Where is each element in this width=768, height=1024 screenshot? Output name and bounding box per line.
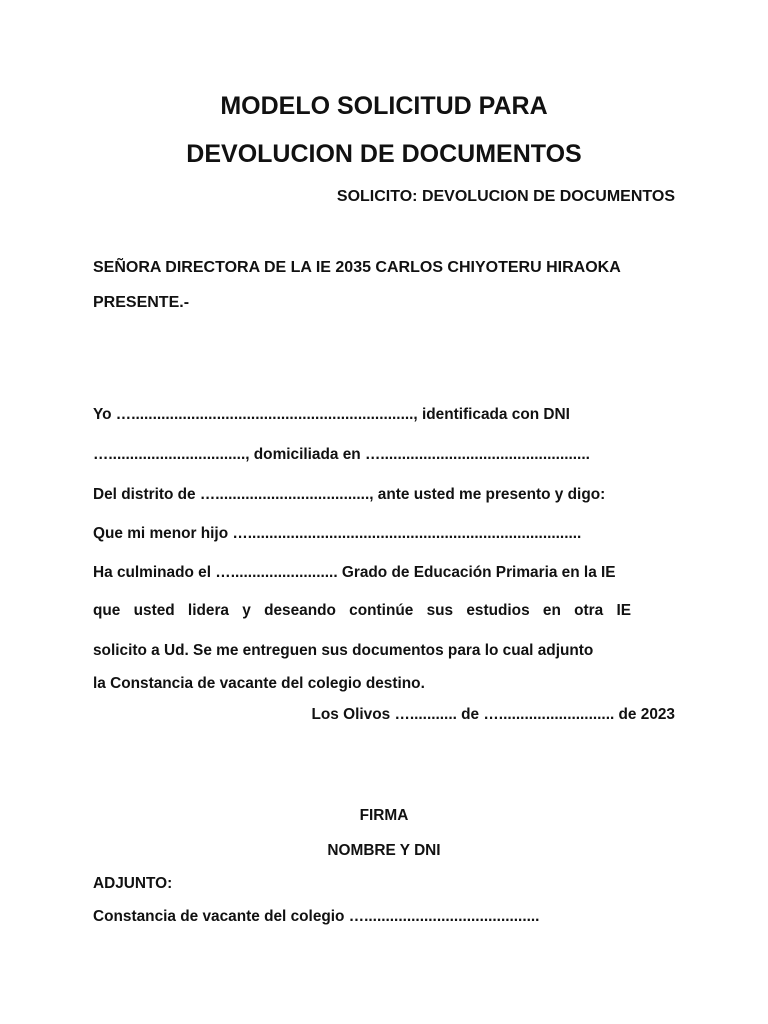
attachment-item: Constancia de vacante del colegio …......................................... (93, 908, 540, 925)
signature-label: FIRMA (359, 807, 409, 824)
attachment-label: ADJUNTO: (93, 875, 173, 892)
body-line-continue: que usted lidera y deseando continúe sus estudios en otra IE (93, 602, 631, 619)
solicito-line: SOLICITO: DEVOLUCION DE DOCUMENTOS (336, 188, 675, 205)
body-line-request: solicito a Ud. Se me entreguen sus documentos para lo cual adjunto (93, 642, 594, 659)
document-title-line-2: DEVOLUCION DE DOCUMENTOS (186, 140, 582, 168)
body-line-name: Yo ….................................................................., identificada con DNI (93, 406, 570, 423)
body-line-grade: Ha culminado el …......................... Grado de Educación Primaria en la IE (93, 564, 616, 581)
signature-name-label: NOMBRE Y DNI (327, 842, 441, 859)
body-line-constancia: la Constancia de vacante del colegio destino. (93, 675, 425, 692)
addressee-line: SEÑORA DIRECTORA DE LA IE 2035 CARLOS CHIYOTERU HIRAOKA (93, 259, 621, 276)
presente-line: PRESENTE.- (93, 294, 190, 311)
body-line-child: Que mi menor hijo ….............................................................................. (93, 525, 582, 542)
document-title-line-1: MODELO SOLICITUD PARA (220, 92, 548, 120)
body-line-district: Del distrito de …...................................., ante usted me presento y digo: (93, 486, 606, 503)
body-line-address: …................................, domiciliada en …................................................. (93, 446, 590, 463)
date-line: Los Olivos …........... de …........................... de 2023 (311, 706, 675, 723)
